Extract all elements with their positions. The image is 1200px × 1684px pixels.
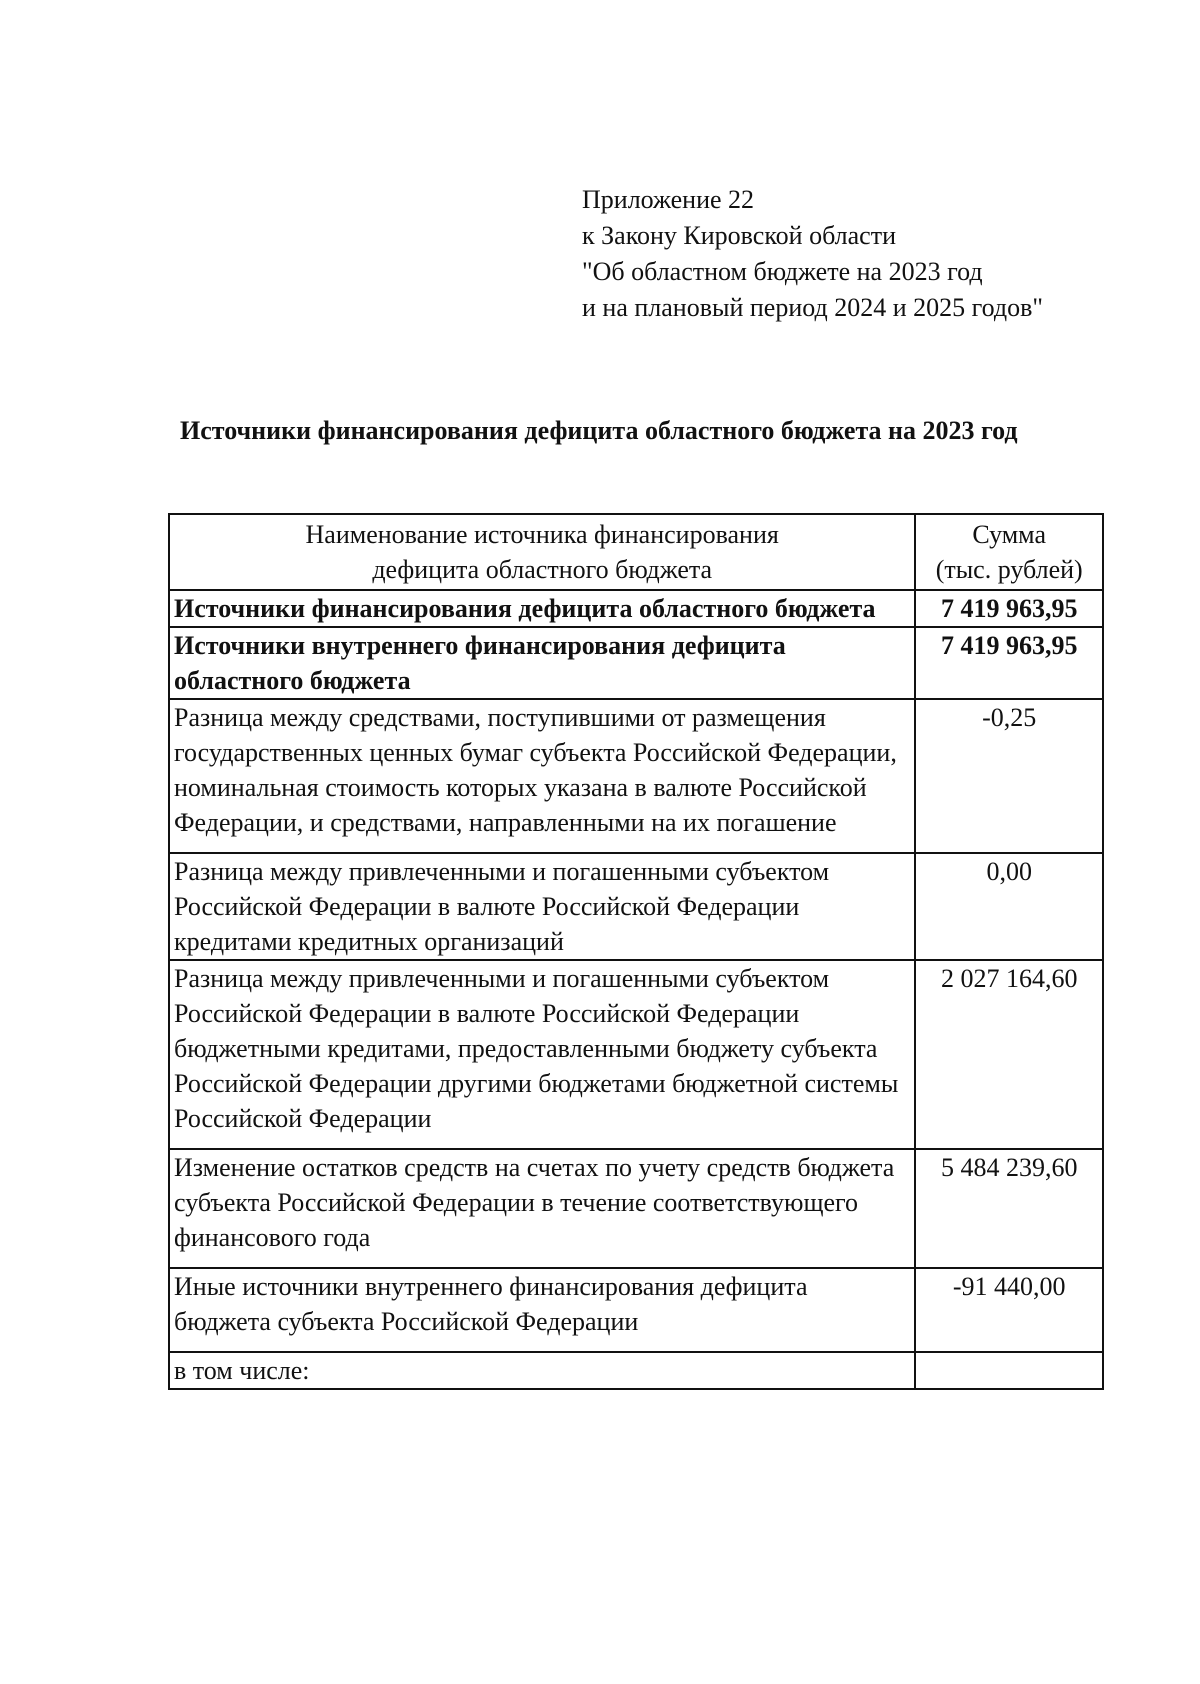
table-header-row (169, 514, 1103, 590)
table-row (169, 699, 1103, 853)
appendix-reference (582, 182, 1043, 326)
header-name-line: Наименование источника финансирования (305, 520, 779, 549)
source-name: Разница между привлеченными и погашенными субъектом Российской Федерации в валюте Российской Федерации бюджетными кредитами, предоставленными бюджету субъекта Российской Федерации другими бюджетами бюджетной системы Российской Федерации (169, 960, 915, 1149)
header-amount-line: Сумма (972, 520, 1046, 549)
document-title: Источники финансирования дефицита областного бюджета на 2023 год (180, 416, 1018, 445)
table-row (169, 853, 1103, 960)
source-amount: 2 027 164,60 (915, 960, 1103, 1149)
header-source-name (169, 514, 915, 590)
source-name: Иные источники внутреннего финансирования дефицита бюджета субъекта Российской Федерации (169, 1268, 915, 1352)
source-name: в том числе: (169, 1352, 915, 1389)
source-amount: -91 440,00 (915, 1268, 1103, 1352)
source-amount: 7 419 963,95 (915, 590, 1103, 627)
source-amount (915, 1352, 1103, 1389)
table-row (169, 1352, 1103, 1389)
appendix-line: Приложение 22 (582, 185, 755, 214)
source-name: Разница между средствами, поступившими от размещения государственных ценных бумаг субъекта Российской Федерации, номинальная стоимость которых указана в валюте Российской Федерации, и средствами, направленными на их погашение (169, 699, 915, 853)
source-amount: 7 419 963,95 (915, 627, 1103, 699)
source-amount: -0,25 (915, 699, 1103, 853)
financing-sources-table (168, 513, 1104, 1390)
source-name: Разница между привлеченными и погашенными субъектом Российской Федерации в валюте Российской Федерации кредитами кредитных организаций (169, 853, 915, 960)
header-name-line: дефицита областного бюджета (372, 555, 713, 584)
appendix-line: к Закону Кировской области (582, 221, 896, 250)
header-amount-line: (тыс. рублей) (935, 555, 1083, 584)
table-row (169, 1149, 1103, 1268)
source-amount: 5 484 239,60 (915, 1149, 1103, 1268)
source-name: Источники финансирования дефицита областного бюджета (169, 590, 915, 627)
source-amount: 0,00 (915, 853, 1103, 960)
table-row (169, 1268, 1103, 1352)
source-name: Источники внутреннего финансирования дефицита областного бюджета (169, 627, 915, 699)
table-row (169, 627, 1103, 699)
header-amount (915, 514, 1103, 590)
table-row (169, 590, 1103, 627)
appendix-line: и на плановый период 2024 и 2025 годов" (582, 293, 1044, 322)
source-name: Изменение остатков средств на счетах по учету средств бюджета субъекта Российской Федерации в течение соответствующего финансового года (169, 1149, 915, 1268)
appendix-line: "Об областном бюджете на 2023 год (582, 257, 983, 286)
table-row (169, 960, 1103, 1149)
